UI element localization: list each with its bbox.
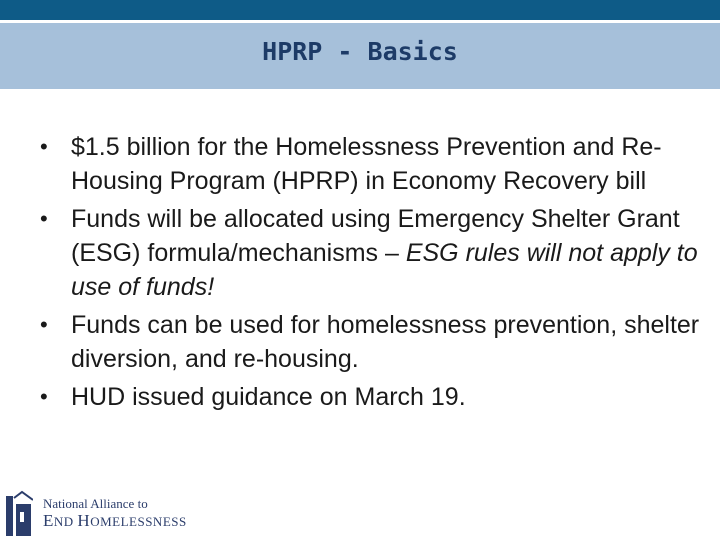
organization-logo [5, 490, 205, 536]
bullet-icon: • [40, 312, 48, 337]
bullet-list [40, 130, 700, 418]
bullet-icon: • [40, 206, 48, 231]
slide-title: HPRP - Basics [262, 37, 458, 66]
bullet-text: Funds will be allocated using Emergency Shelter Grant (ESG) formula/mechanisms – [71, 205, 680, 267]
list-item [40, 202, 700, 304]
bullet-emphasis: ESG rules will not apply to use of funds! [71, 239, 698, 301]
bullet-text: HUD issued guidance on March 19. [71, 383, 466, 411]
list-item [40, 130, 700, 198]
logo-text-line1: National Alliance to [43, 496, 148, 511]
house-logo-icon [5, 490, 33, 536]
logo-text-line2: END HOMELESSNESS [43, 511, 187, 530]
bullet-icon: • [40, 134, 48, 159]
list-item [40, 380, 700, 414]
bullet-text: Funds can be used for homelessness prevention, shelter diversion, and re-housing. [71, 311, 700, 373]
top-accent-bar [0, 0, 720, 20]
bullet-text: $1.5 billion for the Homelessness Prevention and Re-Housing Program (HPRP) in Economy Recovery bill [71, 133, 662, 195]
list-item [40, 308, 700, 376]
bullet-icon: • [40, 384, 48, 409]
